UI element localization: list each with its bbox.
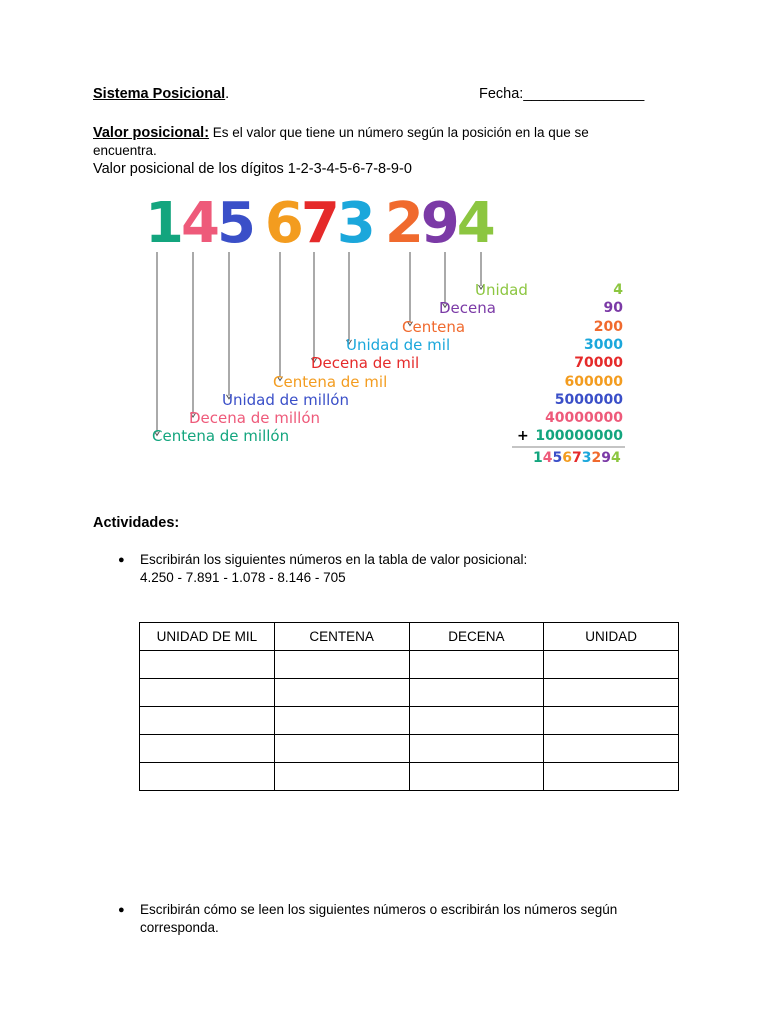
place-value-number: 4	[613, 282, 623, 298]
plus-sign: +	[517, 428, 529, 445]
table-cell[interactable]	[140, 651, 275, 679]
table-header-row	[140, 623, 679, 651]
place-value-number: 3000	[584, 336, 623, 353]
table-cell[interactable]	[544, 651, 679, 679]
table-cell[interactable]	[544, 679, 679, 707]
table-cell[interactable]	[274, 763, 409, 791]
table-cell[interactable]	[409, 735, 544, 763]
table-cell[interactable]	[140, 763, 275, 791]
place-name-label: Unidad	[475, 281, 528, 299]
total-number	[533, 449, 621, 467]
table-cell[interactable]	[409, 651, 544, 679]
table-cell[interactable]	[274, 651, 409, 679]
bullet-dot: ●	[118, 904, 125, 916]
place-name-label: Decena	[439, 299, 496, 318]
bullet-1-numbers: 4.250 - 7.891 - 1.078 - 8.146 - 705	[140, 570, 346, 585]
place-value-number: 70000	[574, 355, 623, 372]
place-value-number: 90	[603, 300, 623, 317]
definition-label: Valor posicional:	[93, 125, 210, 141]
table-row	[140, 735, 679, 763]
page-title: Sistema Posicional	[93, 86, 226, 102]
activities-title: Actividades:	[93, 515, 180, 531]
big-digit: 5	[216, 191, 253, 256]
big-digit: 6	[264, 191, 301, 256]
total-digit: 5	[552, 450, 563, 466]
bullet-dot: ●	[118, 554, 125, 566]
table-cell[interactable]	[140, 735, 275, 763]
place-value-number: 600000	[564, 373, 623, 390]
total-digit: 4	[611, 450, 621, 466]
big-digit: 1	[145, 191, 181, 256]
table-row	[140, 707, 679, 735]
place-name-label: Decena de mil	[311, 354, 420, 373]
total-digit: 2	[591, 450, 602, 466]
place-value-number: 200	[593, 318, 623, 335]
definition-text: Es el valor que tiene un número según la posición en la que se encuentra.	[93, 125, 589, 158]
place-value-number: 5000000	[554, 391, 623, 408]
big-digit: 4	[456, 191, 493, 256]
big-digit: 7	[300, 191, 337, 256]
bullet-2-text: Escribirán cómo se leen los siguientes números o escribirán los números según corresponda.	[140, 902, 618, 935]
total-digit: 9	[601, 450, 611, 466]
table-cell[interactable]	[140, 679, 275, 707]
total-digit: 6	[562, 450, 572, 466]
table-cell[interactable]	[409, 707, 544, 735]
col-header-centena: CENTENA	[274, 623, 409, 651]
date-label: Fecha:	[479, 86, 524, 102]
digits-line: Valor posicional de los dígitos 1-2-3-4-5-6-7-8-9-0	[93, 161, 412, 177]
table-cell[interactable]	[140, 707, 275, 735]
place-value-number: 40000000	[545, 410, 623, 427]
col-header-unidad-de-mil: UNIDAD DE MIL	[140, 623, 275, 651]
total-digit: 7	[572, 450, 582, 466]
table-row	[140, 651, 679, 679]
big-digit: 2	[384, 191, 421, 256]
table-cell[interactable]	[544, 735, 679, 763]
total-digit: 3	[581, 450, 592, 466]
table-cell[interactable]	[274, 735, 409, 763]
place-name-label: Centena de millón	[152, 427, 290, 446]
table-cell[interactable]	[544, 707, 679, 735]
place-value-figure	[0, 0, 768, 480]
place-value-number: 100000000	[535, 428, 623, 445]
big-digit: 9	[420, 191, 457, 256]
table-row	[140, 679, 679, 707]
date-blank-line: _______________	[523, 86, 645, 102]
title-period: .	[225, 86, 230, 102]
bullet-1-line-1: Escribirán los siguientes números en la tabla de valor posicional:	[140, 552, 528, 567]
big-digit: 4	[180, 191, 217, 256]
table-cell[interactable]	[544, 763, 679, 791]
place-name-label: Centena	[402, 317, 466, 336]
table-cell[interactable]	[274, 707, 409, 735]
place-name-label: Unidad de mil	[346, 335, 451, 354]
place-value-table	[139, 622, 679, 791]
bullet-1-text	[140, 551, 660, 587]
table-cell[interactable]	[409, 679, 544, 707]
place-name-label: Centena de mil	[273, 372, 388, 391]
big-digit: 3	[336, 191, 373, 256]
total-digit: 4	[542, 450, 553, 466]
col-header-unidad: UNIDAD	[544, 623, 679, 651]
place-name-label: Decena de millón	[189, 409, 321, 428]
place-name-label: Unidad de millón	[222, 390, 349, 409]
table-cell[interactable]	[409, 763, 544, 791]
total-digit: 1	[533, 450, 543, 466]
table-row	[140, 763, 679, 791]
table-cell[interactable]	[274, 679, 409, 707]
col-header-decena: DECENA	[409, 623, 544, 651]
